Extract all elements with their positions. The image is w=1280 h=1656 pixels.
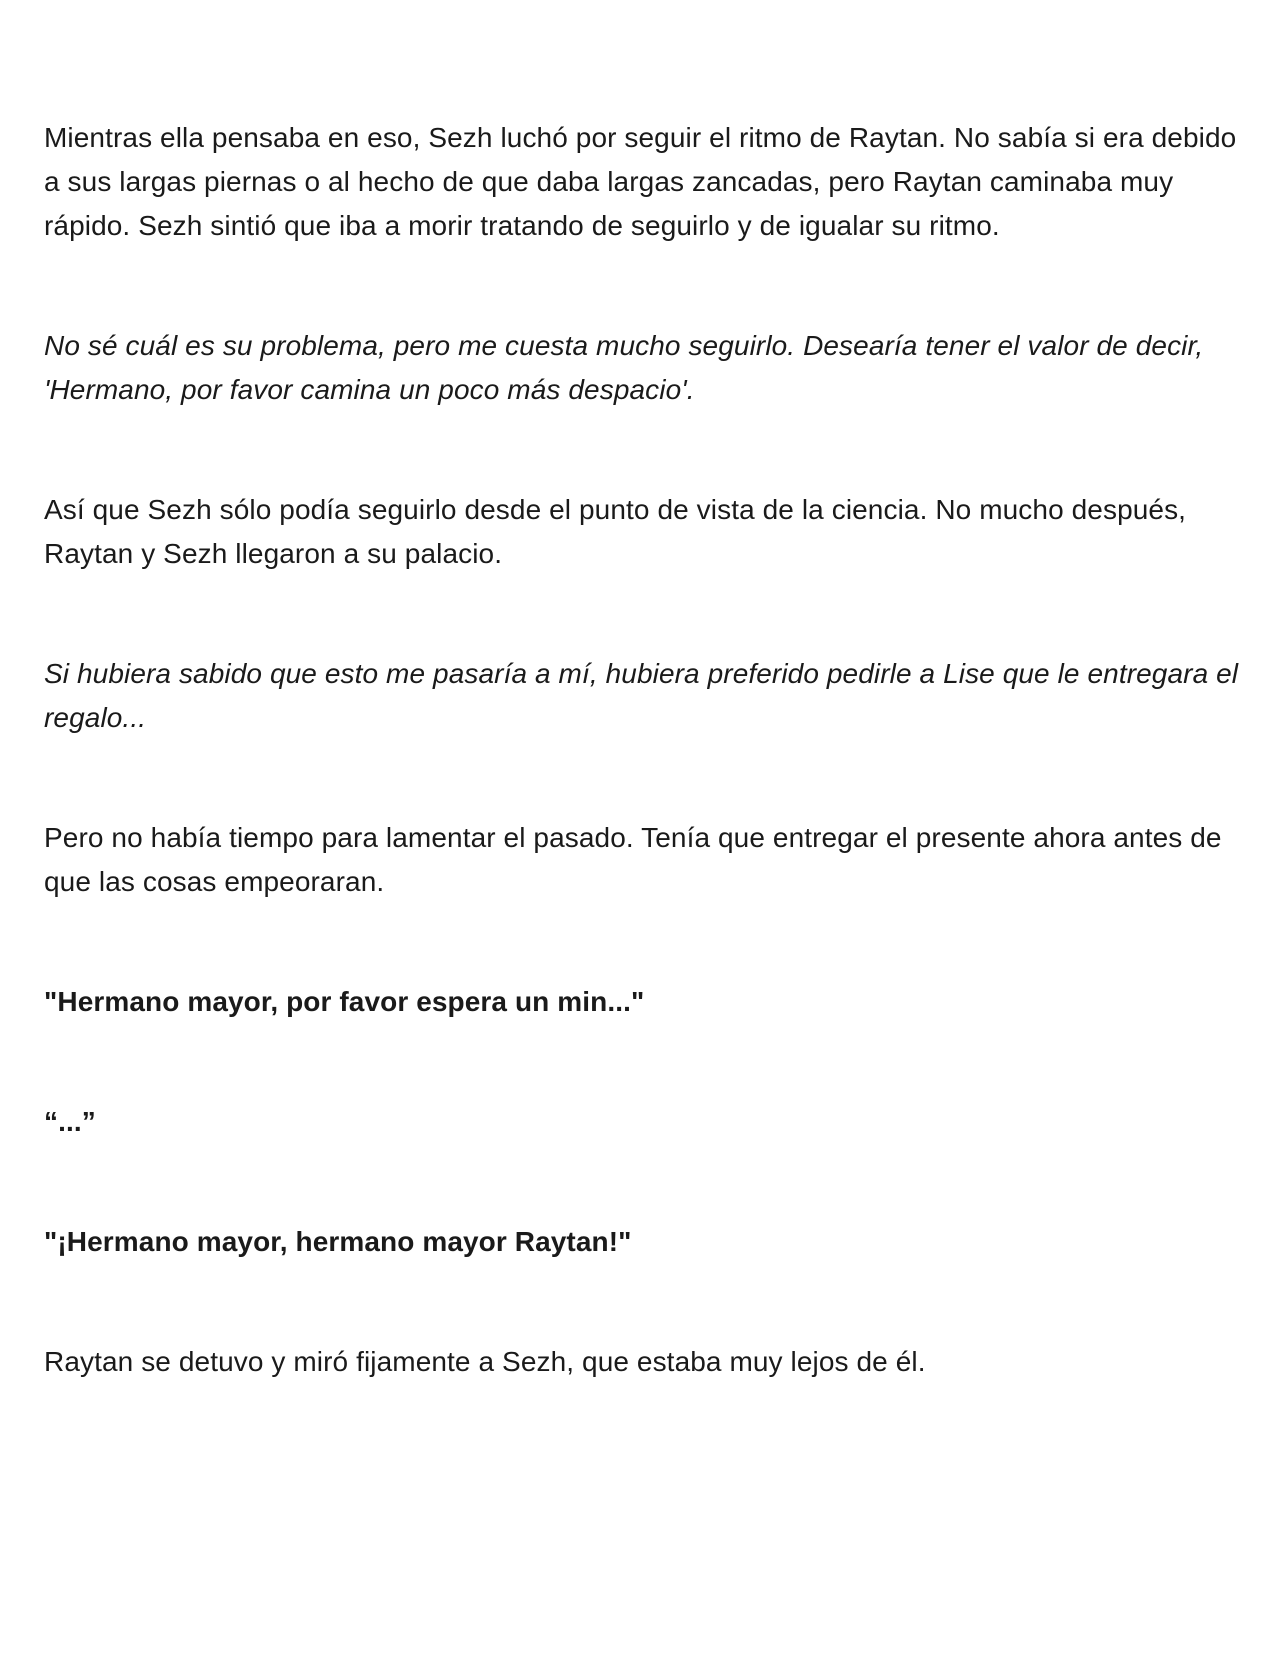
narration-paragraph: Pero no había tiempo para lamentar el pasado. Tenía que entregar el presente ahora antes de que las cosas empeoraran.: [44, 822, 1222, 897]
narration-paragraph: Así que Sezh sólo podía seguirlo desde el punto de vista de la ciencia. No mucho después, Raytan y Sezh llegaron a su palacio.: [44, 494, 1187, 569]
dialogue-line: "Hermano mayor, por favor espera un min...": [44, 986, 645, 1017]
inner-thought-paragraph: Si hubiera sabido que esto me pasaría a mí, hubiera preferido pedirle a Lise que le entregara el regalo...: [44, 658, 1239, 733]
inner-thought-paragraph: No sé cuál es su problema, pero me cuesta mucho seguirlo. Desearía tener el valor de decir, 'Hermano, por favor camina un poco más despacio'.: [44, 330, 1204, 405]
narration-paragraph: Mientras ella pensaba en eso, Sezh luchó por seguir el ritmo de Raytan. No sabía si era debido a sus largas piernas o al hecho de que daba largas zancadas, pero Raytan caminaba muy rápido. Sezh sintió que iba a morir tratando de seguirlo y de igualar su ritmo.: [44, 122, 1237, 241]
dialogue-line: "¡Hermano mayor, hermano mayor Raytan!": [44, 1226, 632, 1257]
narration-paragraph: Raytan se detuvo y miró fijamente a Sezh, que estaba muy lejos de él.: [44, 1346, 926, 1377]
document-page: [44, 116, 1244, 1384]
dialogue-line: “...”: [44, 1106, 96, 1137]
